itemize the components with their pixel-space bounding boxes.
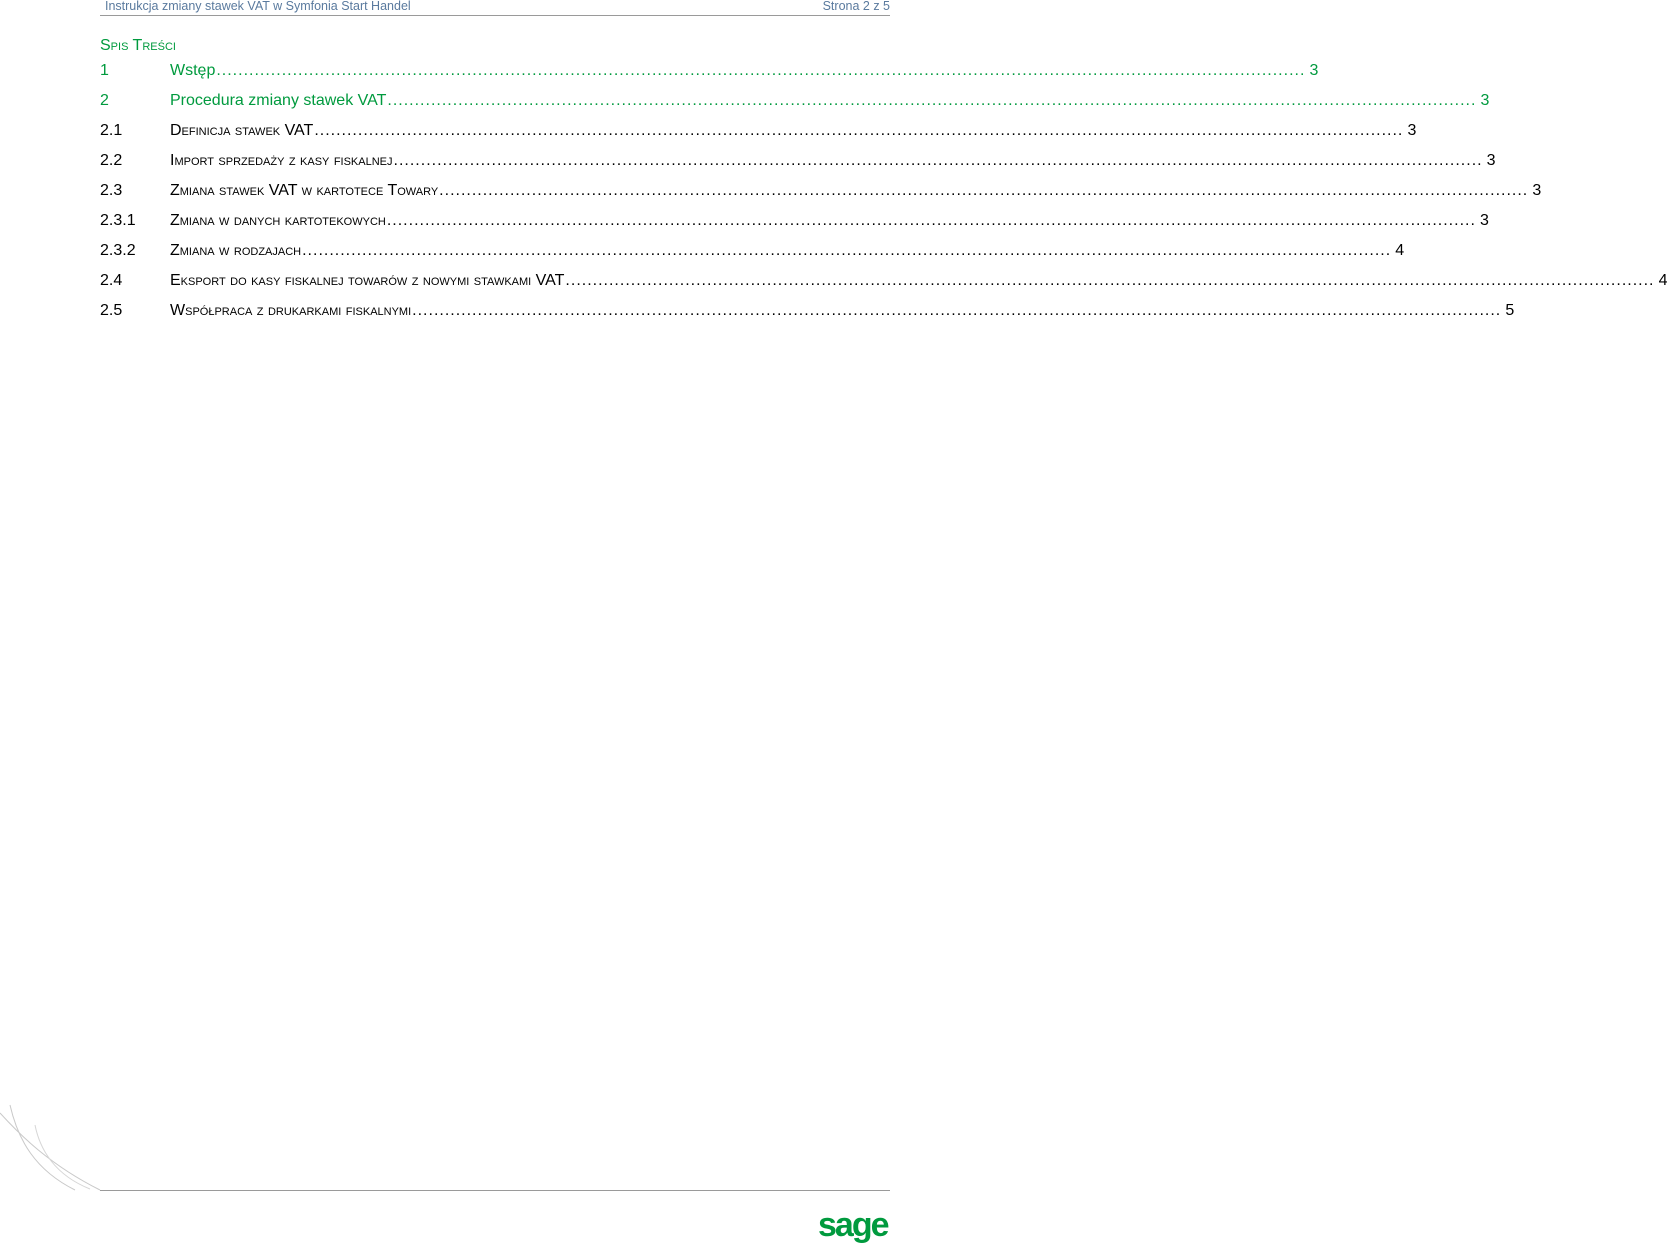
table-of-contents [100, 62, 1667, 332]
toc-entry-number: 2.2 [100, 152, 123, 169]
decorative-swirl-icon [0, 1105, 140, 1195]
toc-entry-number: 2.3 [100, 182, 123, 199]
toc-entry-2-3[interactable] [100, 182, 1542, 212]
toc-entry-page: 3 [1532, 182, 1542, 199]
toc-entry-title: Wstęp [170, 62, 216, 79]
toc-entry-page: 4 [1395, 242, 1405, 259]
toc-leader-dots: ........................................................................................................................................................................................................ [386, 212, 1476, 229]
toc-leader-dots: ........................................................................................................................................................................................................ [216, 62, 1306, 79]
toc-leader-dots: ........................................................................................................................................................................................................ [387, 92, 1477, 109]
toc-entry-2-2[interactable] [100, 152, 1496, 182]
toc-entry-2-3-2[interactable] [100, 242, 1405, 272]
toc-leader-dots: ........................................................................................................................................................................................................ [439, 182, 1529, 199]
toc-entry-number: 2.3.1 [100, 212, 136, 229]
toc-entry-title: Zmiana w rodzajach [170, 242, 302, 259]
toc-entry-title: Zmiana stawek VAT w kartotece Towary [170, 182, 439, 199]
toc-entry-number: 2.5 [100, 302, 123, 319]
toc-entry-number: 2.4 [100, 272, 123, 289]
toc-entry-2-4[interactable] [100, 272, 1667, 302]
toc-entry-2-3-1[interactable] [100, 212, 1489, 242]
document-title: Instrukcja zmiany stawek VAT w Symfonia Start Handel [105, 0, 411, 13]
toc-entry-number: 2.1 [100, 122, 123, 139]
toc-entry-2-1[interactable] [100, 122, 1417, 152]
toc-leader-dots: ........................................................................................................................................................................................................ [314, 122, 1404, 139]
toc-entry-title: Import sprzedaży z kasy fiskalnej [170, 152, 393, 169]
footer-divider [100, 1190, 890, 1191]
toc-entry-page: 3 [1480, 92, 1490, 109]
page-number: Strona 2 z 5 [822, 0, 890, 13]
toc-entry-title: Zmiana w danych kartotekowych [170, 212, 386, 229]
toc-entry-number: 1 [100, 62, 109, 79]
toc-heading: Spis Treści [100, 37, 176, 54]
toc-entry-number: 2 [100, 92, 109, 109]
toc-entry-2[interactable] [100, 92, 1490, 122]
toc-leader-dots: ........................................................................................................................................................................................................ [412, 302, 1502, 319]
toc-entry-title: Procedura zmiany stawek VAT [170, 92, 387, 109]
toc-entry-page: 3 [1407, 122, 1417, 139]
toc-entry-title: Definicja stawek VAT [170, 122, 314, 139]
svg-text:sage: sage [818, 1206, 888, 1244]
toc-entry-page: 4 [1658, 272, 1667, 289]
toc-leader-dots: ........................................................................................................................................................................................................ [302, 242, 1392, 259]
toc-entry-1[interactable] [100, 62, 1319, 92]
toc-leader-dots: ........................................................................................................................................................................................................ [565, 272, 1655, 289]
toc-entry-page: 3 [1480, 212, 1489, 229]
toc-entry-page: 5 [1505, 302, 1515, 319]
toc-entry-title: Eksport do kasy fiskalnej towarów z nowymi stawkami VAT [170, 272, 565, 289]
toc-leader-dots: ........................................................................................................................................................................................................ [393, 152, 1483, 169]
toc-entry-number: 2.3.2 [100, 242, 136, 259]
toc-entry-2-5[interactable] [100, 302, 1515, 332]
toc-entry-title: Współpraca z drukarkami fiskalnymi [170, 302, 412, 319]
toc-entry-page: 3 [1309, 62, 1319, 79]
page-header [100, 0, 890, 16]
toc-entry-page: 3 [1486, 152, 1496, 169]
sage-logo [818, 1208, 890, 1253]
